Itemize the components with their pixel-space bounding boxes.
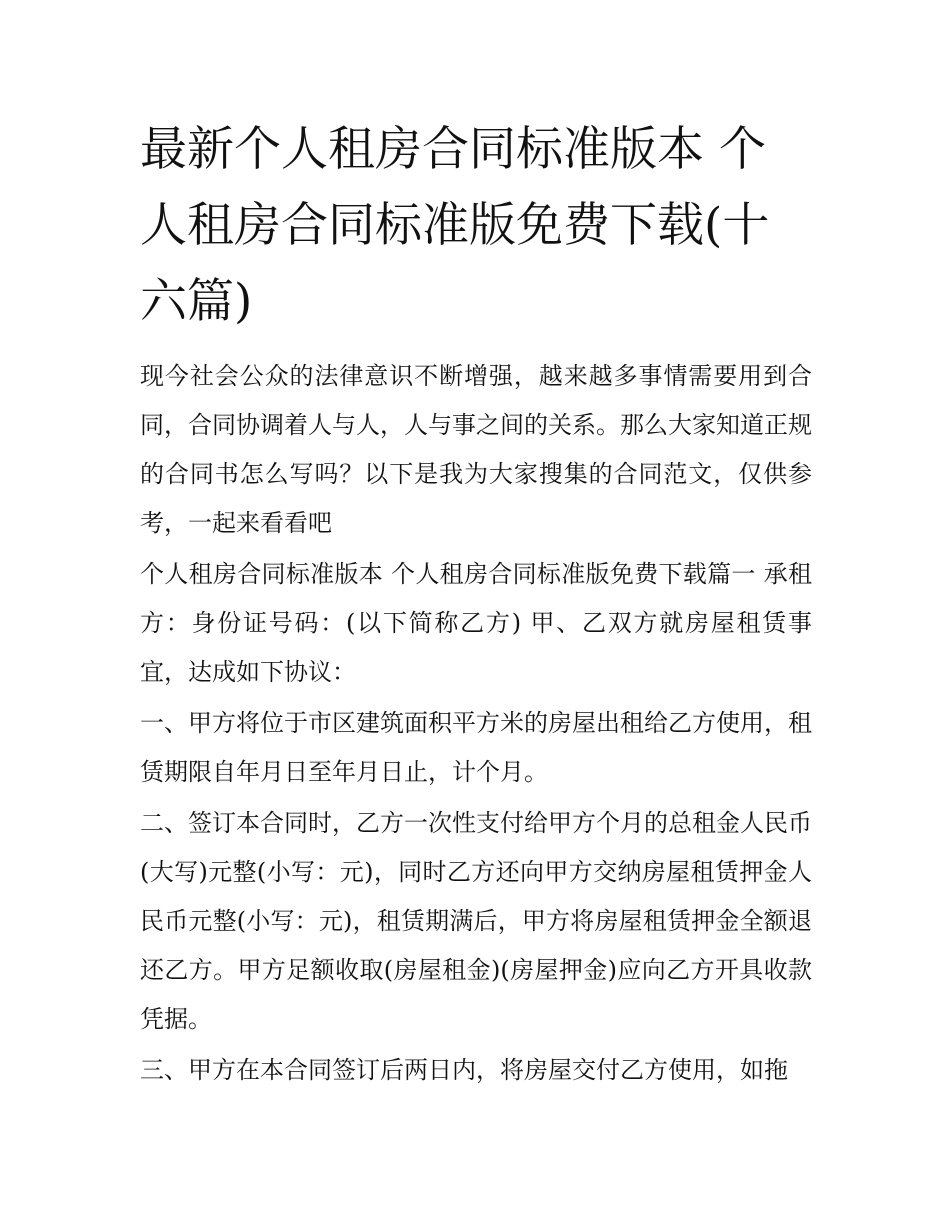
clause-2-paragraph: 二、签订本合同时，乙方一次性支付给甲方个月的总租金人民币(大写)元整(小写：元)，同时乙方还向甲方交纳房屋租赁押金人民币元整(小写：元)，租赁期满后，甲方将房屋租赁押金全额退还乙方。甲方足额收取(房屋租金)(房屋押金)应向乙方开具收款凭据。: [140, 809, 812, 1033]
contract-intro-paragraph: 个人租房合同标准版本 个人租房合同标准版免费下载篇一 承租方：身份证号码：(以下简称乙方) 甲、乙双方就房屋租赁事宜，达成如下协议：: [140, 560, 812, 686]
document-title: 最新个人租房合同标准版本 个人租房合同标准版免费下载(十六篇): [140, 122, 770, 329]
clause-3-paragraph: 三、甲方在本合同签订后两日内，将房屋交付乙方使用，如拖: [140, 1056, 788, 1084]
clause-1-paragraph: 一、甲方将位于市区建筑面积平方米的房屋出租给乙方使用，租赁期限自年月日至年月日止，计个月。: [140, 709, 812, 786]
intro-paragraph: 现今社会公众的法律意识不断增强，越来越多事情需要用到合同，合同协调着人与人，人与事之间的关系。那么大家知道正规的合同书怎么写吗？以下是我为大家搜集的合同范文，仅供参考，一起来看看吧: [140, 362, 812, 537]
document-page: [140, 112, 812, 1097]
